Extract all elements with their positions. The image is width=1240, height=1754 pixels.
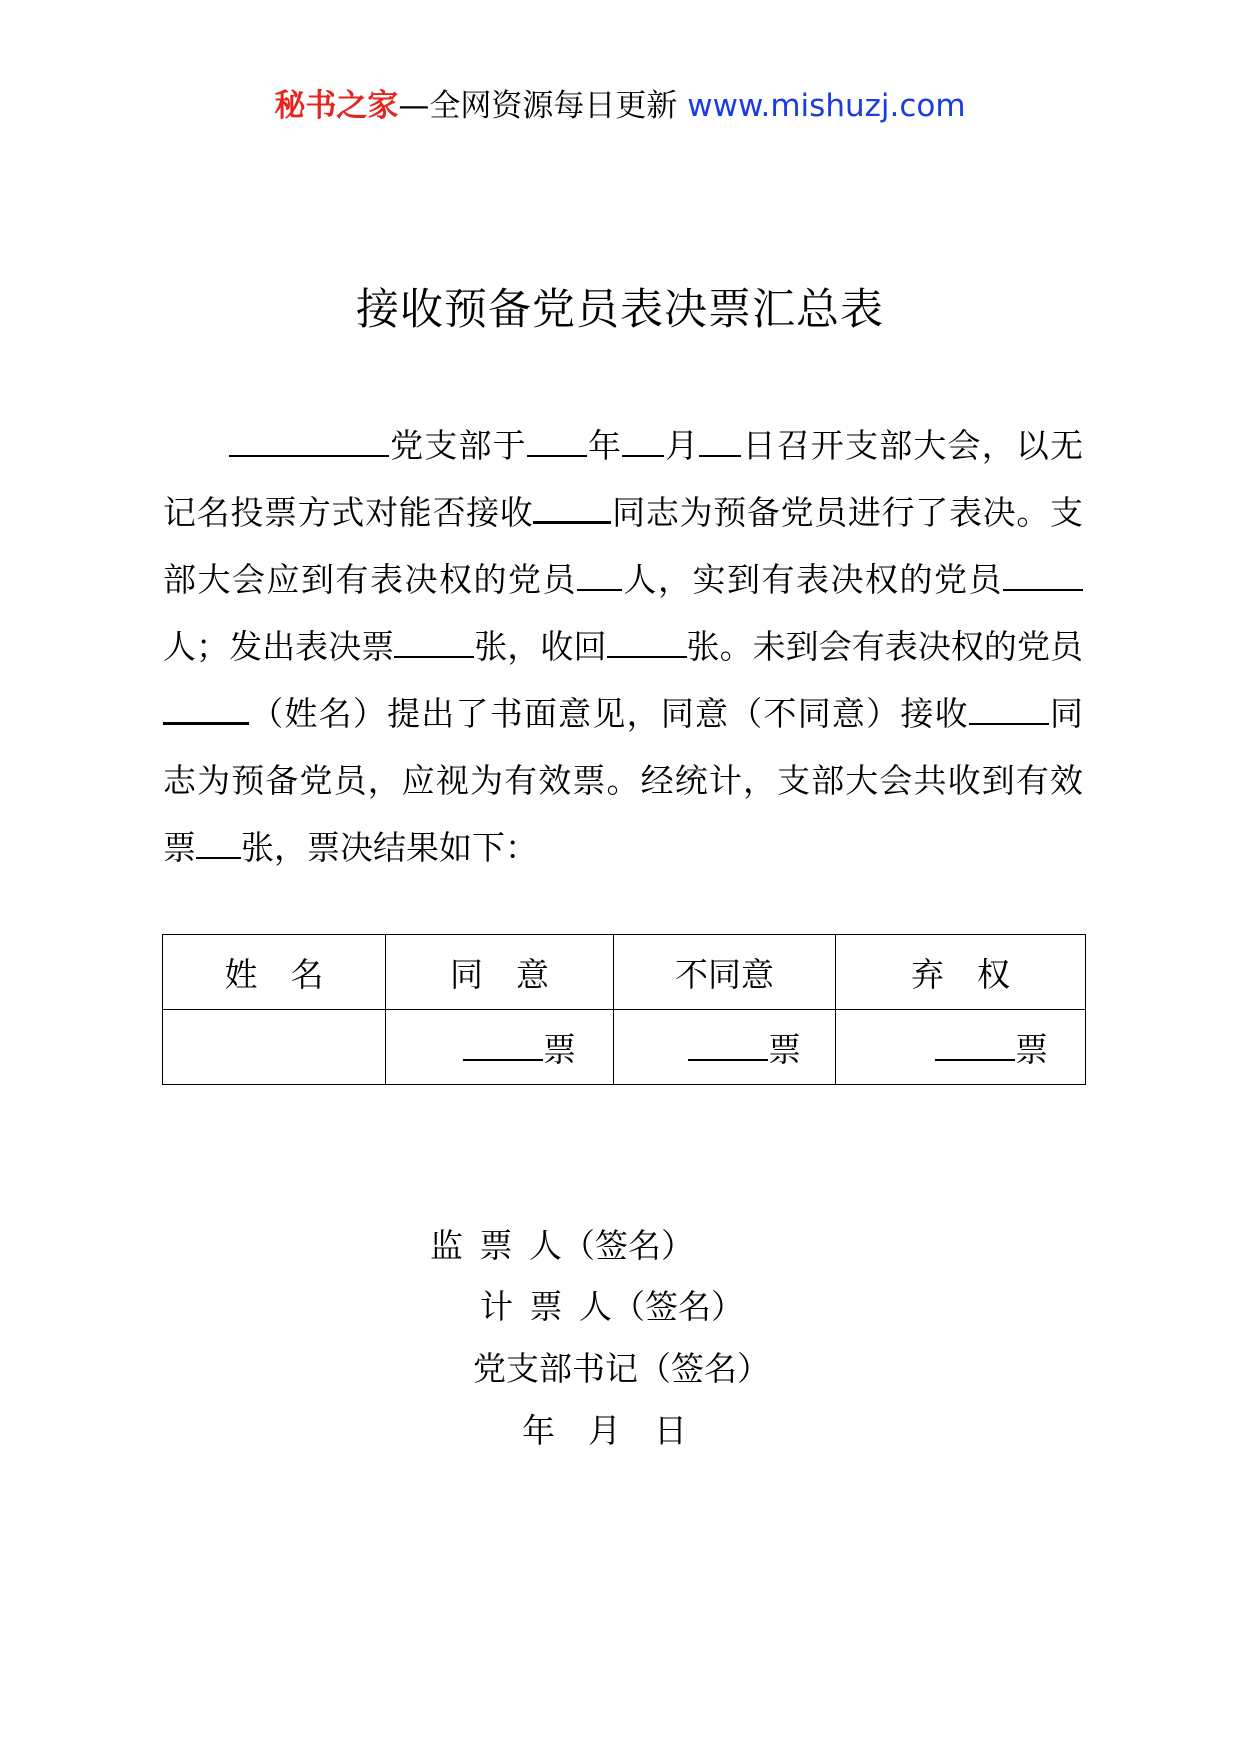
header-agree: 同 意 bbox=[386, 935, 614, 1010]
header-disagree: 不同意 bbox=[614, 935, 836, 1010]
ballots-returned-blank[interactable] bbox=[607, 626, 687, 658]
para-text-12: 张，票决结果如下： bbox=[241, 828, 538, 867]
ballots-issued-blank[interactable] bbox=[394, 626, 474, 658]
site-header bbox=[0, 86, 1240, 126]
candidate-name-blank-2[interactable] bbox=[969, 693, 1049, 725]
month-blank[interactable] bbox=[622, 425, 664, 457]
header-tagline: —全网资源每日更新 bbox=[398, 88, 678, 124]
header-name: 姓 名 bbox=[163, 935, 386, 1010]
abstain-votes-blank[interactable] bbox=[935, 1035, 1015, 1061]
document-title: 接收预备党员表决票汇总表 bbox=[356, 285, 884, 335]
para-text-1: 党支部于 bbox=[389, 426, 527, 465]
header-abstain: 弃 权 bbox=[836, 935, 1086, 1010]
day-blank[interactable] bbox=[699, 425, 741, 457]
supervisor-signature: 监 票 人（签名） bbox=[430, 1226, 694, 1265]
para-text-3: 月 bbox=[664, 426, 700, 465]
vote-unit-label: 票 bbox=[768, 1029, 801, 1069]
vote-unit-label: 票 bbox=[543, 1029, 576, 1069]
header-url-link[interactable]: www.mishuzj.com bbox=[687, 88, 966, 124]
header-brand: 秘书之家 bbox=[274, 88, 399, 124]
secretary-signature: 党支部书记（签名） bbox=[473, 1349, 770, 1388]
vote-unit-label: 票 bbox=[1015, 1029, 1048, 1069]
agree-votes-cell[interactable] bbox=[386, 1010, 614, 1085]
expected-members-blank[interactable] bbox=[577, 559, 622, 591]
para-text-11: 同志为预备党员，应视为有效票。经统计，支部大会共收到有效票 bbox=[163, 694, 1084, 867]
agree-votes-blank[interactable] bbox=[463, 1035, 543, 1061]
table-row bbox=[163, 1010, 1086, 1085]
para-text-2: 年 bbox=[586, 426, 623, 465]
para-text-10: （姓名）提出了书面意见，同意（不同意）接收 bbox=[249, 694, 969, 733]
disagree-votes-blank[interactable] bbox=[688, 1035, 768, 1061]
table-header-row bbox=[163, 935, 1086, 1010]
valid-ballots-blank[interactable] bbox=[196, 827, 241, 859]
body-paragraph bbox=[163, 412, 1083, 881]
name-cell[interactable] bbox=[163, 1010, 386, 1085]
para-text-7: 人；发出表决票 bbox=[163, 627, 395, 666]
para-text-4: 日召开支部大会，以无记名投票方式对能否接收 bbox=[163, 426, 1084, 532]
signature-date: 年 月 日 bbox=[522, 1411, 687, 1450]
para-text-6: 人，实到有表决权的党员 bbox=[622, 560, 1003, 599]
candidate-name-blank[interactable] bbox=[533, 491, 611, 524]
para-text-5: 同志为预备党员进行了表决。支部大会应到有表决权的党员 bbox=[163, 493, 1084, 599]
vote-summary-table bbox=[162, 934, 1086, 1085]
absent-member-name-blank[interactable] bbox=[163, 692, 249, 725]
para-text-9: 张。未到会有表决权的党员 bbox=[686, 627, 1084, 666]
disagree-votes-cell[interactable] bbox=[614, 1010, 836, 1085]
present-members-blank[interactable] bbox=[1003, 559, 1083, 591]
para-text-8: 张，收回 bbox=[474, 627, 607, 666]
counter-signature: 计 票 人（签名） bbox=[480, 1287, 744, 1326]
year-blank[interactable] bbox=[527, 425, 587, 457]
branch-name-blank[interactable] bbox=[229, 425, 389, 457]
abstain-votes-cell[interactable] bbox=[836, 1010, 1086, 1085]
